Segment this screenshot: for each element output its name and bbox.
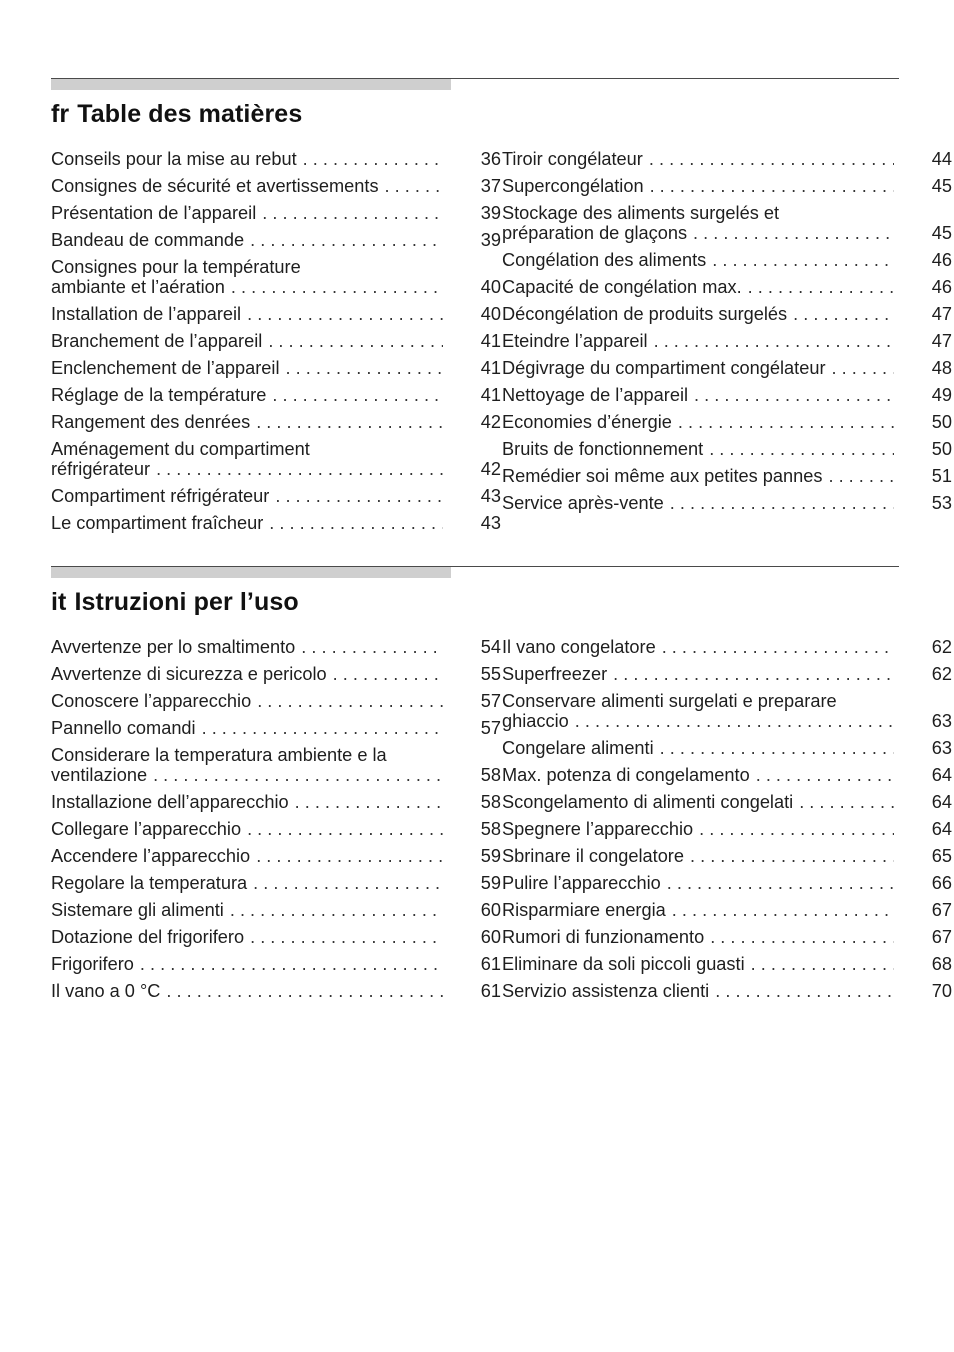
toc-entry-page: 47 (931, 304, 952, 324)
toc-entry-title: Conseils pour la mise au rebut (51, 149, 297, 169)
dot-leader (649, 149, 894, 170)
toc-entry-page: 66 (931, 873, 952, 893)
toc-entry-title: Regolare la temperatura (51, 873, 248, 893)
toc-entry-page: 68 (931, 954, 952, 974)
toc-entry[interactable] (502, 277, 952, 298)
toc-entry[interactable] (51, 691, 501, 712)
dot-leader (694, 385, 894, 406)
toc-entry-title: Enclenchement de l’appareil (51, 358, 280, 378)
toc-entry[interactable] (502, 331, 952, 352)
toc-entry[interactable] (502, 203, 952, 244)
toc-entry[interactable] (51, 304, 501, 325)
toc-entry-page: 39 (480, 230, 501, 250)
dot-leader (670, 493, 894, 514)
toc-entry-title: Installation de l’appareil (51, 304, 242, 324)
toc-entry-title: Economies d’énergie (502, 412, 672, 432)
toc-entry-title: Service après-vente (502, 493, 664, 513)
toc-entry-title: Eliminare da soli piccoli guasti (502, 954, 745, 974)
toc-entry-title: Avvertenze per lo smaltimento (51, 637, 296, 657)
dot-leader (799, 792, 894, 813)
toc-entry[interactable] (502, 304, 952, 325)
dot-leader (715, 981, 894, 1002)
toc-entry[interactable] (51, 331, 501, 352)
toc-entry-page: 42 (480, 459, 501, 479)
toc-entry-page: 40 (480, 277, 501, 297)
dot-leader (231, 277, 443, 298)
dot-leader (693, 223, 894, 244)
toc-entry-page: 47 (931, 331, 952, 351)
dot-leader (256, 412, 443, 433)
toc-entry-title: Remédier soi même aux petites pannes (502, 466, 823, 486)
toc-entry-title: réfrigérateur (51, 459, 151, 479)
toc-entry-title: Il vano congelatore (502, 637, 656, 657)
dot-leader (709, 439, 894, 460)
toc-entry-page: 55 (480, 664, 501, 684)
toc-entry-page: 39 (480, 203, 501, 223)
toc-entry[interactable] (51, 927, 501, 948)
dot-leader (385, 176, 443, 197)
toc-entry-page: 62 (931, 637, 952, 657)
section-heading (51, 100, 899, 129)
toc-entry[interactable] (502, 819, 952, 840)
toc-entry[interactable] (502, 358, 952, 379)
dot-leader (712, 250, 894, 271)
toc-entry[interactable] (51, 358, 501, 379)
dot-leader (660, 738, 894, 759)
toc-entry-title-line1: Stockage des aliments surgelés et (502, 203, 780, 223)
toc-entry-title: ghiaccio (502, 711, 569, 731)
toc-entry[interactable] (502, 900, 952, 921)
toc-entry-page: 64 (931, 819, 952, 839)
dot-leader (654, 331, 894, 352)
toc-entry-title: Pannello comandi (51, 718, 196, 738)
dot-leader (333, 664, 443, 685)
toc-entry[interactable] (51, 981, 501, 1002)
toc-entry-title: Nettoyage de l’appareil (502, 385, 689, 405)
toc-entry-title-line1: Consignes pour la température (51, 257, 301, 277)
toc-entry-title: Accendere l’apparecchio (51, 846, 251, 866)
toc-entry-title: Risparmiare energia (502, 900, 666, 920)
dot-leader (301, 637, 443, 658)
dot-leader (295, 792, 443, 813)
toc-column-left (51, 637, 501, 1008)
toc-entry-page: 60 (480, 927, 501, 947)
toc-entry[interactable] (51, 230, 501, 251)
section-heading (51, 588, 899, 617)
dot-leader (275, 486, 443, 507)
toc-entry-page: 51 (931, 466, 952, 486)
dot-leader (793, 304, 894, 325)
dot-leader (166, 981, 443, 1002)
toc-entry-title: Il vano a 0 °C (51, 981, 161, 1001)
dot-leader (613, 664, 894, 685)
dot-leader (268, 331, 443, 352)
dot-leader (140, 954, 443, 975)
language-code: fr (51, 100, 70, 128)
toc-entry[interactable] (502, 385, 952, 406)
toc-entry[interactable] (51, 412, 501, 433)
toc-entry-title: Frigorifero (51, 954, 134, 974)
toc-entry-page: 58 (480, 765, 501, 785)
toc-entry-title: Branchement de l’appareil (51, 331, 263, 351)
toc-entry[interactable] (502, 846, 952, 867)
toc-entry[interactable] (502, 927, 952, 948)
section-title: Istruzioni per l’uso (74, 588, 299, 616)
toc-entry-page: 43 (480, 513, 501, 533)
toc-entry[interactable] (502, 250, 952, 271)
dot-leader (828, 466, 894, 487)
toc-entry[interactable] (51, 149, 501, 170)
toc-entry-title: Dégivrage du compartiment congélateur (502, 358, 826, 378)
toc-column-right (502, 637, 952, 1008)
toc-section-it (51, 566, 952, 1001)
toc-entry[interactable] (502, 738, 952, 759)
toc-entry-title: Réglage de la température (51, 385, 267, 405)
toc-entry-page: 43 (480, 486, 501, 506)
dot-leader (756, 765, 894, 786)
toc-entry-title: préparation de glaçons (502, 223, 688, 243)
toc-entry[interactable] (51, 513, 501, 534)
section-title: Table des matières (77, 100, 303, 128)
section-rule (51, 566, 899, 578)
toc-entry[interactable] (502, 176, 952, 197)
toc-entry-page: 59 (480, 846, 501, 866)
dot-leader (257, 691, 443, 712)
toc-entry[interactable] (51, 819, 501, 840)
toc-entry-page: 57 (480, 718, 501, 738)
dot-leader (230, 900, 443, 921)
toc-entry[interactable] (51, 257, 501, 298)
toc-entry-title: Congelare alimenti (502, 738, 654, 758)
toc-entry-title: Spegnere l’apparecchio (502, 819, 694, 839)
toc-entry[interactable] (502, 637, 952, 658)
dot-leader (662, 637, 894, 658)
toc-entry[interactable] (502, 792, 952, 813)
toc-entry-title: Capacité de congélation max. (502, 277, 742, 297)
toc-entry-page: 46 (931, 250, 952, 270)
toc-entry-title: Conoscere l’apparecchio (51, 691, 252, 711)
toc-entry[interactable] (51, 486, 501, 507)
toc-entry[interactable] (502, 873, 952, 894)
toc-entry-page: 70 (931, 981, 952, 1001)
toc-column-right (502, 149, 952, 520)
dot-leader (303, 149, 443, 170)
toc-entry[interactable] (502, 439, 952, 460)
dot-leader (202, 718, 443, 739)
toc-entry-page: 49 (931, 385, 952, 405)
dot-leader (247, 304, 443, 325)
toc-entry-title: Sistemare gli alimenti (51, 900, 224, 920)
toc-entry-page: 64 (931, 765, 952, 785)
toc-entry[interactable] (51, 745, 501, 786)
toc-entry-page: 37 (480, 176, 501, 196)
toc-entry-page: 50 (931, 439, 952, 459)
dot-leader (286, 358, 444, 379)
toc-entry-page: 64 (931, 792, 952, 812)
toc-entry-title: Consignes de sécurité et avertissements (51, 176, 379, 196)
toc-entry[interactable] (51, 900, 501, 921)
toc-entry-title: Bruits de fonctionnement (502, 439, 704, 459)
toc-column-left (51, 149, 501, 540)
toc-entry-page: 50 (931, 412, 952, 432)
toc-entry-page: 42 (480, 412, 501, 432)
dot-leader (253, 873, 443, 894)
toc-entry-page: 61 (480, 981, 501, 1001)
toc-entry[interactable] (51, 718, 501, 739)
dot-leader (153, 765, 443, 786)
dot-leader (247, 819, 443, 840)
toc-entry-title: Max. potenza di congelamento (502, 765, 750, 785)
toc-entry-page: 41 (480, 331, 501, 351)
toc-entry-title: Compartiment réfrigérateur (51, 486, 270, 506)
toc-entry-page: 36 (480, 149, 501, 169)
toc-entry-title: Scongelamento di alimenti congelati (502, 792, 794, 812)
toc-entry-title: ventilazione (51, 765, 148, 785)
toc-entry[interactable] (51, 176, 501, 197)
toc-entry-title: ambiante et l’aération (51, 277, 225, 297)
section-rule (51, 78, 899, 90)
toc-entry-page: 54 (480, 637, 501, 657)
toc-entry-title: Eteindre l’appareil (502, 331, 648, 351)
toc-entry-page: 59 (480, 873, 501, 893)
toc-entry[interactable] (51, 954, 501, 975)
toc-section-fr (51, 78, 952, 533)
toc-entry-title: Décongélation de produits surgelés (502, 304, 788, 324)
dot-leader (156, 459, 443, 480)
toc-entry-title: Le compartiment fraîcheur (51, 513, 264, 533)
toc-entry-title: Présentation de l’appareil (51, 203, 257, 223)
toc-entry-page: 41 (480, 385, 501, 405)
toc-entry-page: 53 (931, 493, 952, 513)
toc-entry-title: Sbrinare il congelatore (502, 846, 684, 866)
toc-entry-page: 60 (480, 900, 501, 920)
toc-entry-title: Avvertenze di sicurezza e pericolo (51, 664, 327, 684)
toc-entry-page: 63 (931, 738, 952, 758)
toc-entry-title: Rangement des denrées (51, 412, 251, 432)
dot-leader (672, 900, 894, 921)
dot-leader (710, 927, 894, 948)
toc-entry[interactable] (51, 203, 501, 224)
toc-entry[interactable] (502, 149, 952, 170)
toc-entry-page: 44 (931, 149, 952, 169)
toc-entry[interactable] (502, 691, 952, 732)
dot-leader (272, 385, 443, 406)
toc-entry[interactable] (51, 792, 501, 813)
toc-entry-title: Congélation des aliments (502, 250, 707, 270)
toc-entry-page: 45 (931, 176, 952, 196)
toc-entry[interactable] (502, 493, 952, 514)
toc-entry-title: Dotazione del frigorifero (51, 927, 245, 947)
dot-leader (256, 846, 443, 867)
toc-entry[interactable] (51, 873, 501, 894)
toc-entry[interactable] (51, 664, 501, 685)
toc-entry-title-line1: Conservare alimenti surgelati e preparare (502, 691, 837, 711)
dot-leader (269, 513, 443, 534)
toc-entry-title: Servizio assistenza clienti (502, 981, 710, 1001)
toc-entry-title: Supercongélation (502, 176, 644, 196)
dot-leader (650, 176, 894, 197)
toc-entry-page: 57 (480, 691, 501, 711)
toc-entry-page: 46 (931, 277, 952, 297)
toc-entry[interactable] (502, 466, 952, 487)
toc-entry[interactable] (51, 385, 501, 406)
toc-entry-page: 45 (931, 223, 952, 243)
toc-entry[interactable] (502, 664, 952, 685)
dot-leader (678, 412, 894, 433)
toc-entry-title: Superfreezer (502, 664, 608, 684)
toc-entry-title: Bandeau de commande (51, 230, 245, 250)
toc-entry-page: 40 (480, 304, 501, 324)
toc-entry-title: Collegare l’apparecchio (51, 819, 242, 839)
dot-leader (250, 927, 443, 948)
dot-leader (748, 277, 894, 298)
language-code: it (51, 588, 67, 616)
toc-entry[interactable] (502, 954, 952, 975)
toc-entry-page: 62 (931, 664, 952, 684)
toc-entry-page: 41 (480, 358, 501, 378)
toc-entry[interactable] (51, 846, 501, 867)
dot-leader (250, 230, 443, 251)
toc-entry-page: 63 (931, 711, 952, 731)
toc-entry-page: 65 (931, 846, 952, 866)
toc-entry[interactable] (502, 981, 952, 1002)
toc-entry-page: 67 (931, 900, 952, 920)
dot-leader (690, 846, 894, 867)
toc-entry-title-line1: Aménagement du compartiment (51, 439, 310, 459)
dot-leader (832, 358, 894, 379)
toc-entry-title: Pulire l’apparecchio (502, 873, 661, 893)
toc-entry-title-line1: Considerare la temperatura ambiente e la (51, 745, 387, 765)
dot-leader (751, 954, 894, 975)
toc-entry[interactable] (502, 412, 952, 433)
toc-entry[interactable] (51, 637, 501, 658)
toc-entry-title: Rumori di funzionamento (502, 927, 705, 947)
toc-entry-title: Installazione dell’apparecchio (51, 792, 289, 812)
dot-leader (575, 711, 894, 732)
toc-entry-title: Tiroir congélateur (502, 149, 643, 169)
dot-leader (699, 819, 894, 840)
toc-entry[interactable] (502, 765, 952, 786)
toc-entry-page: 58 (480, 819, 501, 839)
toc-entry[interactable] (51, 439, 501, 480)
dot-leader (262, 203, 443, 224)
toc-entry-page: 48 (931, 358, 952, 378)
dot-leader (667, 873, 894, 894)
toc-entry-page: 61 (480, 954, 501, 974)
toc-entry-page: 67 (931, 927, 952, 947)
toc-entry-page: 58 (480, 792, 501, 812)
